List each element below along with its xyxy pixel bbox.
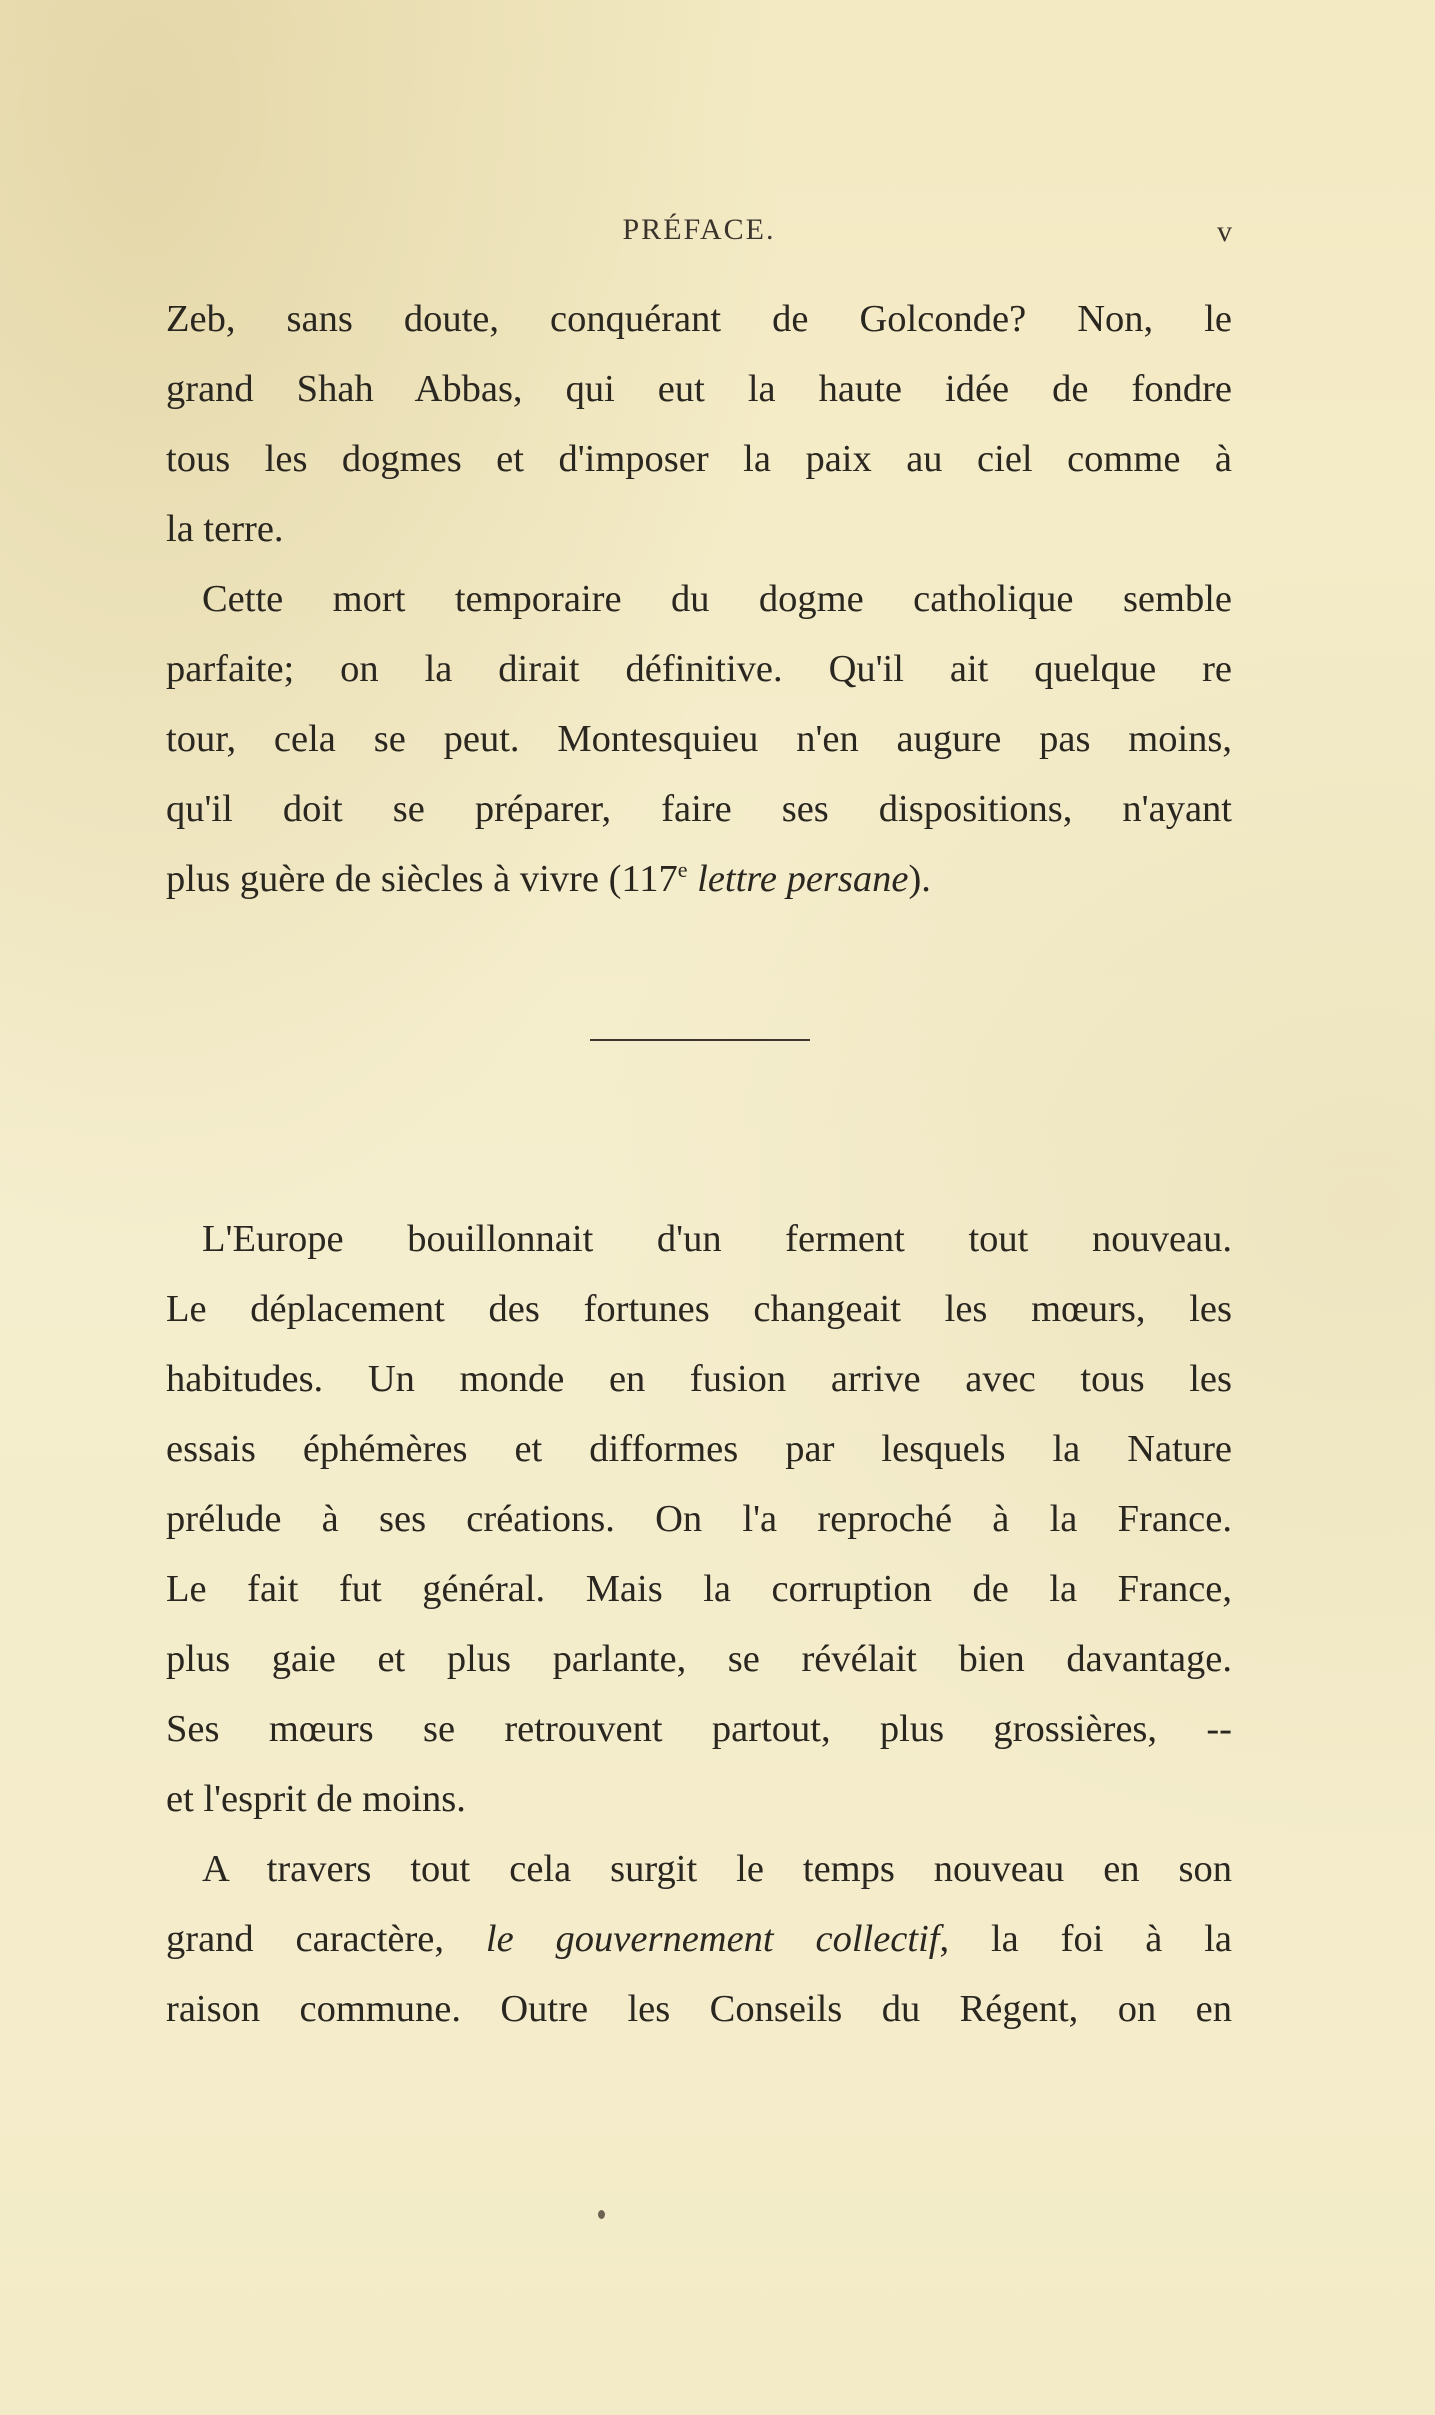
- text-line: plus gaie et plus parlante, se révélait bien davantage.: [166, 1638, 1232, 1680]
- text-fragment: ).: [908, 858, 931, 900]
- text-line: qu'il doit se préparer, faire ses dispositions, n'ayant: [166, 788, 1232, 830]
- text-line: [166, 1904, 1232, 1974]
- paragraph-3: [166, 1204, 1232, 1834]
- text-block-top: [166, 284, 1232, 914]
- text-line: grand Shah Abbas, qui eut la haute idée de fondre: [166, 368, 1232, 410]
- text-line: Cette mort temporaire du dogme catholique semble: [202, 578, 1232, 620]
- text-line: Le fait fut général. Mais la corruption de la France,: [166, 1568, 1232, 1610]
- text-block-bottom: [166, 1204, 1232, 2044]
- text-fragment: , la foi à la: [939, 1918, 1232, 1960]
- text-line: raison commune. Outre les Conseils du Régent, on en: [166, 1988, 1232, 2030]
- page-number: v: [1217, 215, 1232, 248]
- text-line: Zeb, sans doute, conquérant de Golconde? Non, le: [166, 298, 1232, 340]
- text-line: tous les dogmes et d'imposer la paix au ciel comme à: [166, 438, 1232, 480]
- paragraph-4: [166, 1834, 1232, 2044]
- text-line: habitudes. Un monde en fusion arrive avec tous les: [166, 1358, 1232, 1400]
- paragraph-1: [166, 284, 1232, 564]
- italic-phrase: le gouvernement collectif: [485, 1918, 940, 1960]
- text-line: A travers tout cela surgit le temps nouveau en son: [202, 1848, 1232, 1890]
- running-head: [166, 213, 1232, 253]
- paragraph-2: [166, 564, 1232, 914]
- text-fragment: grand caractère,: [166, 1918, 486, 1960]
- italic-title: lettre persane: [697, 858, 909, 900]
- text-line: tour, cela se peut. Montesquieu n'en augure pas moins,: [166, 718, 1232, 760]
- section-divider: [590, 1039, 810, 1041]
- ink-speck: [598, 2210, 605, 2219]
- text-line: Ses mœurs se retrouvent partout, plus grossières, --: [166, 1708, 1232, 1750]
- text-line: L'Europe bouillonnait d'un ferment tout nouveau.: [202, 1218, 1232, 1260]
- text-line: et l'esprit de moins.: [166, 1778, 466, 1820]
- text-line: [166, 844, 1232, 914]
- running-title: PRÉFACE.: [622, 213, 776, 246]
- text-line: parfaite; on la dirait définitive. Qu'il ait quelque re: [166, 648, 1232, 690]
- text-line: prélude à ses créations. On l'a reproché à la France.: [166, 1498, 1232, 1540]
- ordinal-superscript: e: [677, 857, 688, 882]
- text-line: essais éphémères et difformes par lesquels la Nature: [166, 1428, 1232, 1470]
- text-line: Le déplacement des fortunes changeait les mœurs, les: [166, 1288, 1232, 1330]
- text-fragment: plus guère de siècles à vivre (117: [166, 858, 678, 900]
- text-line: la terre.: [166, 508, 284, 550]
